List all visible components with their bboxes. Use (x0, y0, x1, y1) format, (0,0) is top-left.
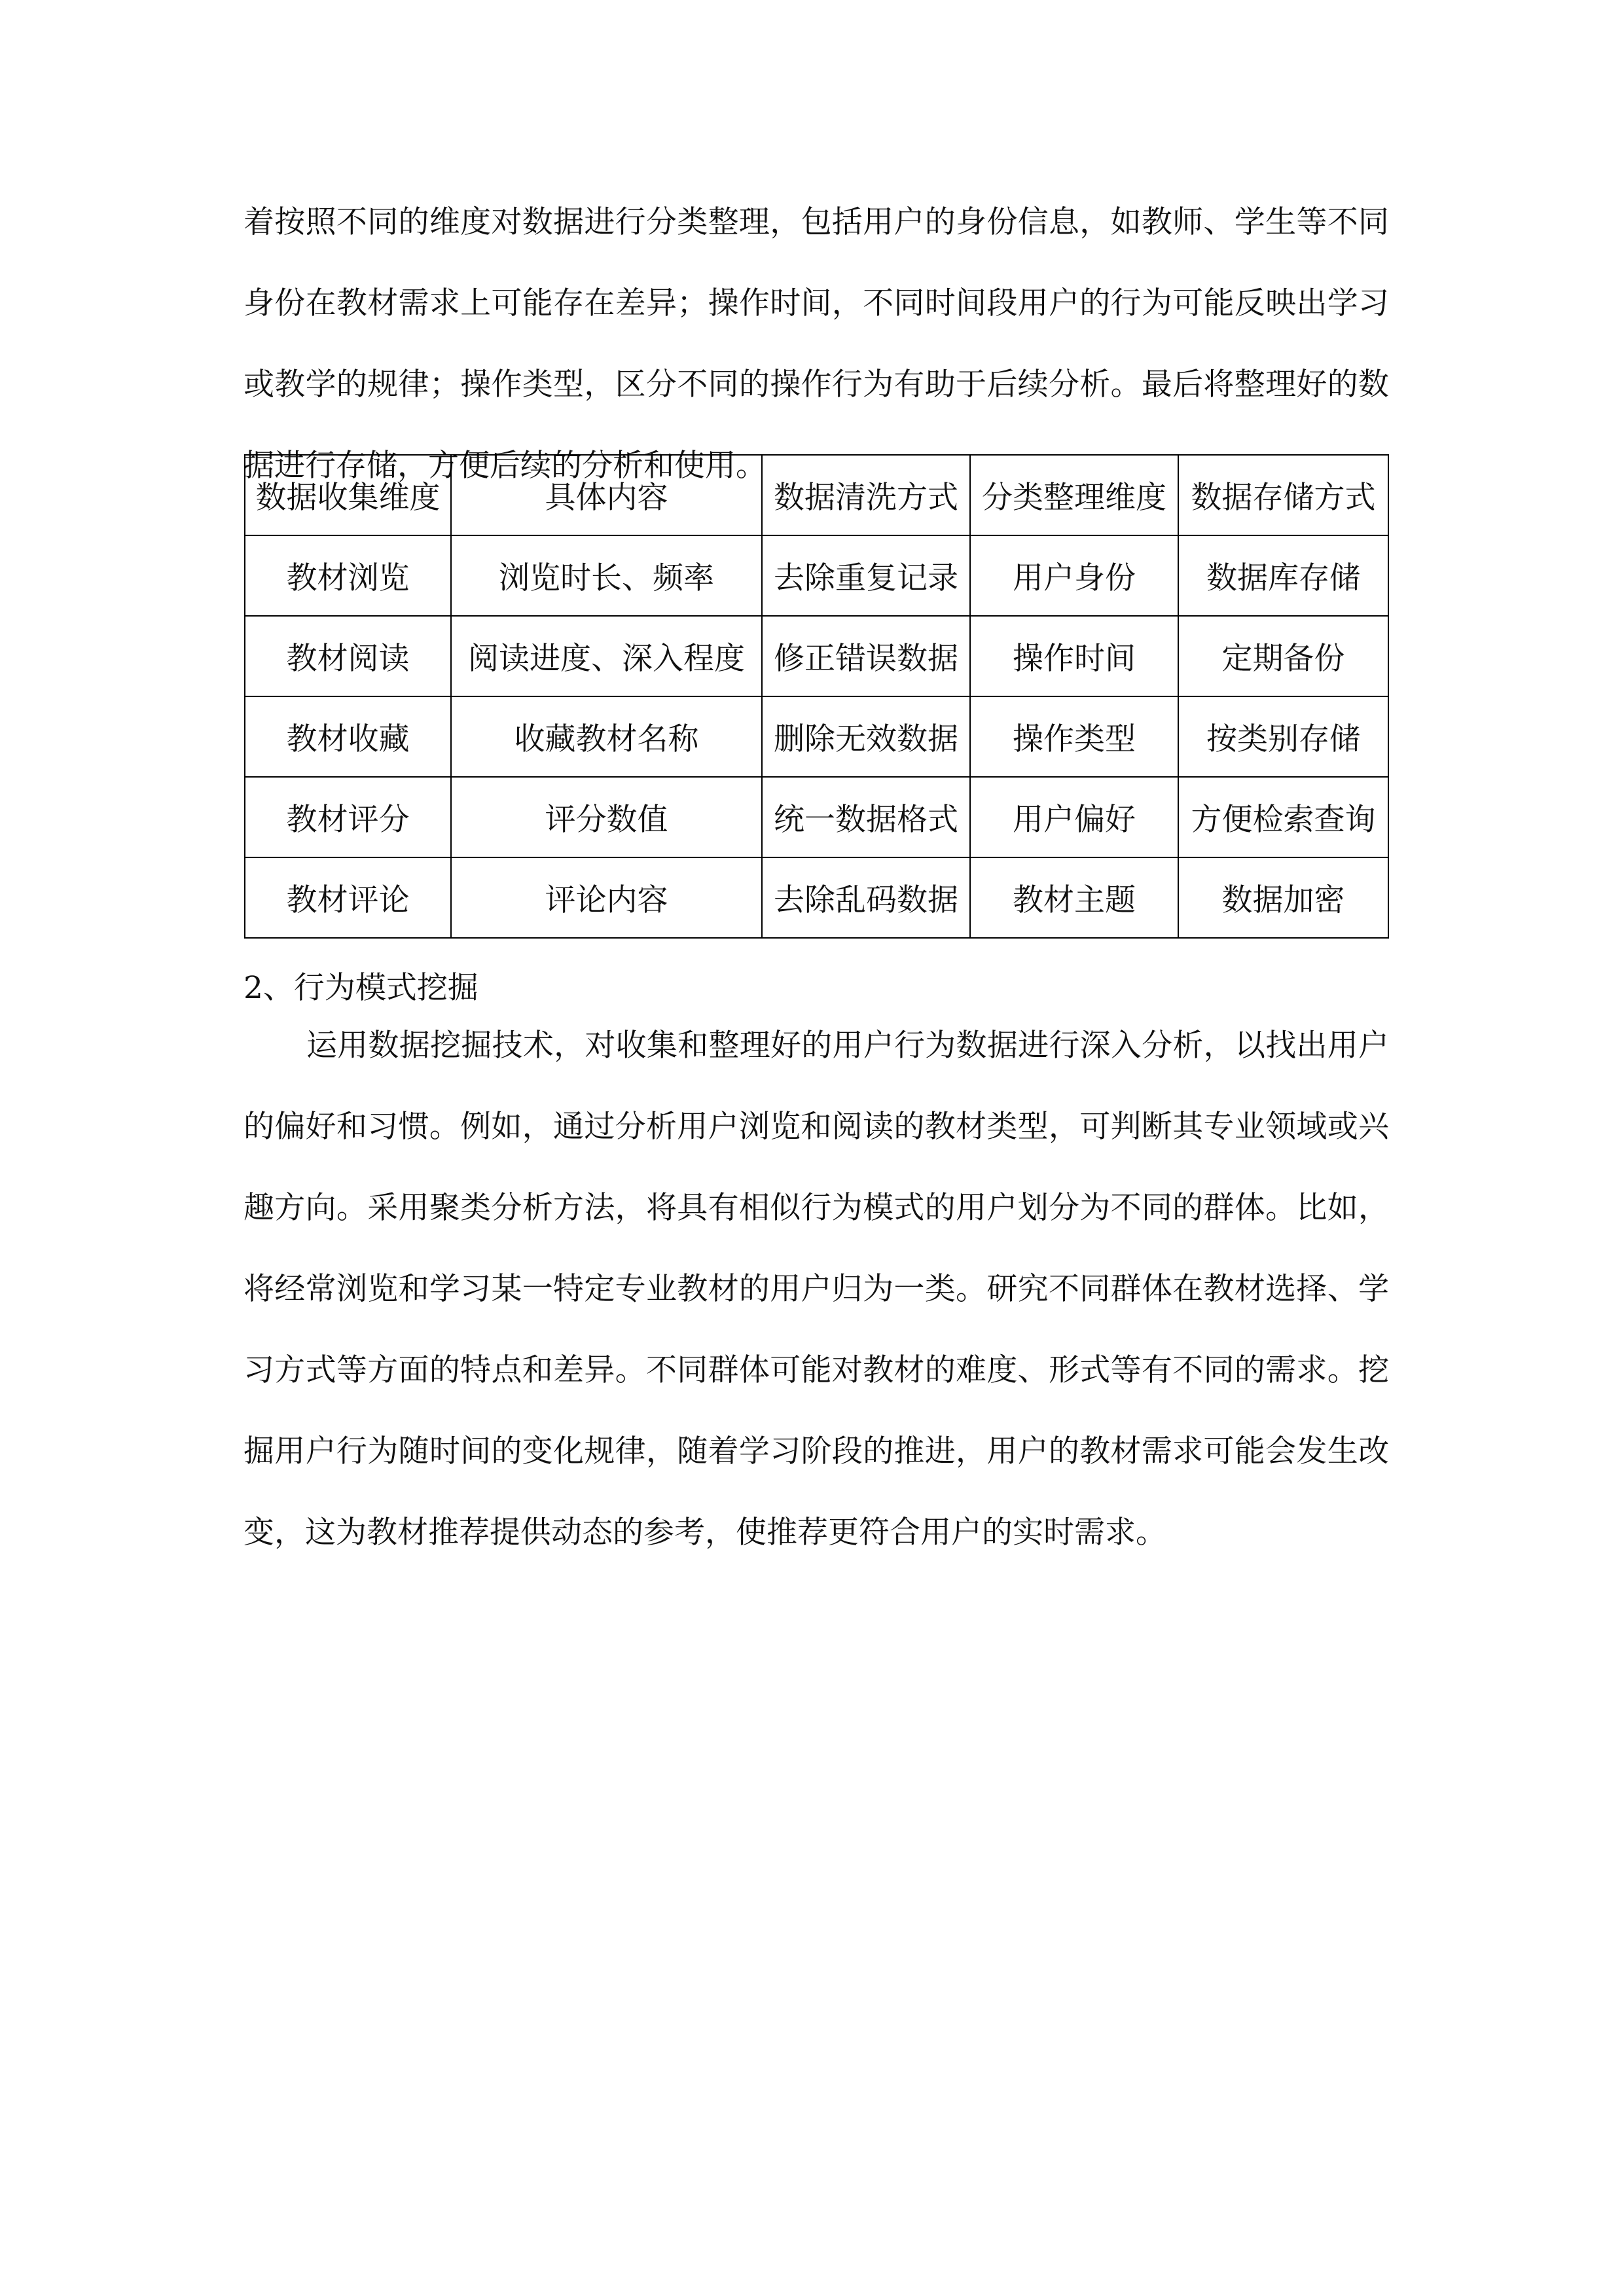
table-cell: 用户身份 (970, 535, 1178, 616)
table-cell: 操作类型 (970, 696, 1178, 777)
header-cell: 数据清洗方式 (762, 455, 970, 535)
table-row (245, 696, 1388, 777)
table-cell: 浏览时长、频率 (451, 535, 762, 616)
table-cell: 教材阅读 (245, 616, 451, 696)
header-cell: 具体内容 (451, 455, 762, 535)
table-cell: 教材评论 (245, 857, 451, 938)
header-cell: 数据收集维度 (245, 455, 451, 535)
table-cell: 数据加密 (1178, 857, 1388, 938)
section-heading: 2、行为模式挖掘 (244, 970, 478, 1006)
table-cell: 统一数据格式 (762, 777, 970, 857)
table-cell: 去除乱码数据 (762, 857, 970, 938)
intro-paragraph: 着按照不同的维度对数据进行分类整理，包括用户的身份信息，如教师、学生等不同身份在教材需求上可能存在差异；操作时间，不同时间段用户的行为可能反映出学习或教学的规律；操作类型，区分不同的操作行为有助于后续分析。最后将整理好的数据进行存储，方便后续的分析和使用。 (244, 204, 1389, 484)
table-cell: 教材评分 (245, 777, 451, 857)
table-cell: 方便检索查询 (1178, 777, 1388, 857)
table-cell: 数据库存储 (1178, 535, 1388, 616)
table-cell: 评论内容 (451, 857, 762, 938)
table-cell: 教材主题 (970, 857, 1178, 938)
body-paragraph: 运用数据挖掘技术，对收集和整理好的用户行为数据进行深入分析，以找出用户的偏好和习惯。例如，通过分析用户浏览和阅读的教材类型，可判断其专业领域或兴趣方向。采用聚类分析方法，将具有相似行为模式的用户划分为不同的群体。比如，将经常浏览和学习某一特定专业教材的用户归为一类。研究不同群体在教材选择、学习方式等方面的特点和差异。不同群体可能对教材的难度、形式等有不同的需求。挖掘用户行为随时间的变化规律，随着学习阶段的推进，用户的教材需求可能会发生改变，这为教材推荐提供动态的参考，使推荐更符合用户的实时需求。 (244, 1028, 1389, 1551)
table-cell: 评分数值 (451, 777, 762, 857)
table-cell: 按类别存储 (1178, 696, 1388, 777)
table-cell: 用户偏好 (970, 777, 1178, 857)
table-cell: 删除无效数据 (762, 696, 970, 777)
table-row (245, 777, 1388, 857)
table-row (245, 857, 1388, 938)
table-cell: 教材浏览 (245, 535, 451, 616)
header-cell: 数据存储方式 (1178, 455, 1388, 535)
table-row (245, 535, 1388, 616)
table-cell: 教材收藏 (245, 696, 451, 777)
table-header-row (245, 455, 1388, 535)
data-processing-table (244, 454, 1388, 939)
table-row (245, 616, 1388, 696)
table-cell: 定期备份 (1178, 616, 1388, 696)
table-cell: 收藏教材名称 (451, 696, 762, 777)
header-cell: 分类整理维度 (970, 455, 1178, 535)
table-cell: 去除重复记录 (762, 535, 970, 616)
table-cell: 操作时间 (970, 616, 1178, 696)
table-cell: 修正错误数据 (762, 616, 970, 696)
table-cell: 阅读进度、深入程度 (451, 616, 762, 696)
